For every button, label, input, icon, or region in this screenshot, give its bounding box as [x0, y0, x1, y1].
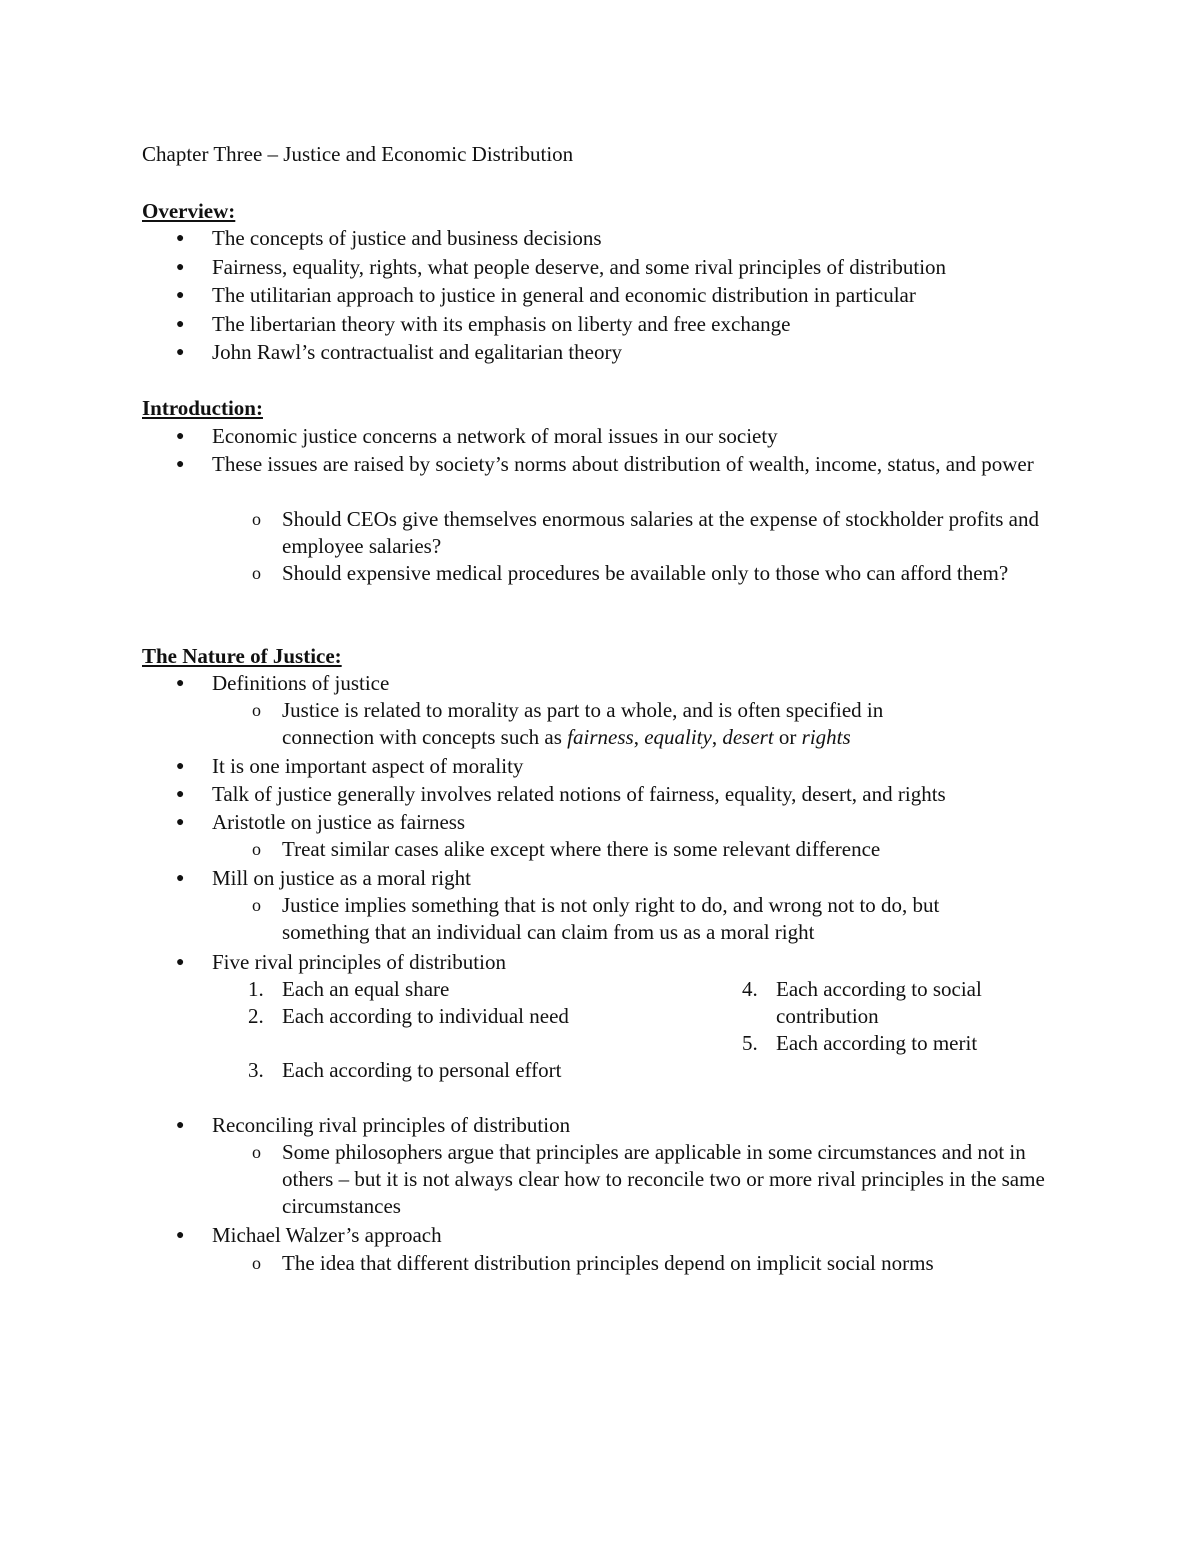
- justice-sub-bullet: [252, 1250, 934, 1277]
- definitions-sub-text: Justice is related to morality as part to a whole, and is often specified in connection with concepts such as: [282, 698, 884, 749]
- sub-bullet-text: [282, 697, 972, 751]
- bullet-text: Economic justice concerns a network of moral issues in our society: [212, 424, 778, 448]
- principle-number: 2.: [248, 1004, 264, 1028]
- bullet-marker: ●: [176, 871, 185, 886]
- justice-bullet: [176, 1222, 442, 1249]
- bullet-text: John Rawl’s contractualist and egalitarian theory: [212, 340, 622, 364]
- introduction-sub-bullet: [252, 560, 1042, 587]
- term-equality: equality: [644, 725, 712, 749]
- bullet-marker: ●: [176, 676, 185, 691]
- introduction-heading: Introduction:: [142, 396, 263, 420]
- justice-bullet: [176, 670, 390, 697]
- sub-bullet-marker: o: [252, 1142, 261, 1162]
- bullet-text: Definitions of justice: [212, 671, 390, 695]
- bullet-marker: ●: [176, 787, 185, 802]
- introduction-sub-bullet: [252, 506, 1042, 560]
- introduction-bullet: [176, 451, 1042, 478]
- bullet-marker: ●: [176, 1118, 185, 1133]
- principle-number: 4.: [742, 977, 758, 1001]
- bullet-marker: ●: [176, 288, 185, 303]
- nature-of-justice-heading: The Nature of Justice:: [142, 644, 342, 668]
- justice-sub-bullet: [252, 836, 881, 863]
- bullet-text: These issues are raised by society’s norms about distribution of wealth, income, status, and power: [212, 452, 1034, 476]
- bullet-text: Mill on justice as a moral right: [212, 866, 471, 890]
- bullet-text: It is one important aspect of morality: [212, 754, 524, 778]
- principle-item: [742, 976, 1036, 1030]
- term-desert: desert: [722, 725, 774, 749]
- principle-text: Each according to social contribution: [776, 977, 982, 1028]
- term-separator: ,: [711, 725, 723, 749]
- bullet-marker: ●: [176, 815, 185, 830]
- justice-bullet: [176, 753, 524, 780]
- overview-bullet: [176, 339, 622, 366]
- principle-item: [248, 976, 572, 1003]
- bullet-text: The libertarian theory with its emphasis on liberty and free exchange: [212, 312, 791, 336]
- sub-bullet-text: The idea that different distribution principles depend on implicit social norms: [282, 1251, 934, 1275]
- sub-bullet-text: Justice implies something that is not only right to do, and wrong not to do, but something that an individual can claim from us as a moral right: [282, 893, 940, 944]
- principle-text: Each according to merit: [776, 1031, 978, 1055]
- overview-bullet: [176, 254, 947, 281]
- bullet-text: Talk of justice generally involves related notions of fairness, equality, desert, and rights: [212, 782, 946, 806]
- bullet-text: The utilitarian approach to justice in general and economic distribution in particular: [212, 283, 916, 307]
- justice-sub-bullet: [252, 1139, 1062, 1220]
- bullet-marker: ●: [176, 759, 185, 774]
- principle-item: [248, 1003, 572, 1030]
- bullet-marker: ●: [176, 1228, 185, 1243]
- bullet-marker: ●: [176, 231, 185, 246]
- sub-bullet-marker: o: [252, 1253, 261, 1273]
- justice-sub-bullet: [252, 892, 1032, 946]
- bullet-marker: ●: [176, 955, 185, 970]
- sub-bullet-text: Some philosophers argue that principles are applicable in some circumstances and not in others – but it is not always clear how to reconcile two or more rival principles in the same circumstances: [282, 1140, 1045, 1218]
- term-rights: rights: [801, 725, 851, 749]
- principle-number: 1.: [248, 977, 264, 1001]
- overview-heading: Overview:: [142, 199, 236, 223]
- bullet-text: The concepts of justice and business decisions: [212, 226, 602, 250]
- bullet-text: Fairness, equality, rights, what people deserve, and some rival principles of distribution: [212, 255, 947, 279]
- bullet-text: Five rival principles of distribution: [212, 950, 506, 974]
- principle-item: [248, 1057, 572, 1084]
- principle-text: Each an equal share: [282, 977, 450, 1001]
- sub-bullet-marker: o: [252, 839, 261, 859]
- overview-bullet: [176, 225, 602, 252]
- document-title: Chapter Three – Justice and Economic Distribution: [142, 142, 574, 166]
- principle-number: 5.: [742, 1031, 758, 1055]
- sub-bullet-marker: o: [252, 895, 261, 915]
- bullet-marker: ●: [176, 345, 185, 360]
- bullet-marker: ●: [176, 317, 185, 332]
- principle-number: 3.: [248, 1058, 264, 1082]
- bullet-text: Reconciling rival principles of distribution: [212, 1113, 571, 1137]
- introduction-bullet: [176, 423, 778, 450]
- bullet-marker: ●: [176, 260, 185, 275]
- overview-bullet: [176, 311, 791, 338]
- justice-bullet: [176, 949, 506, 976]
- sub-bullet-marker: o: [252, 700, 261, 720]
- sub-bullet-text: Should expensive medical procedures be available only to those who can afford them?: [282, 561, 1009, 585]
- term-separator: ,: [633, 725, 645, 749]
- term-separator: or: [773, 725, 802, 749]
- sub-bullet-text: Treat similar cases alike except where there is some relevant difference: [282, 837, 881, 861]
- sub-bullet-text: Should CEOs give themselves enormous salaries at the expense of stockholder profits and employee salaries?: [282, 507, 1040, 558]
- overview-bullet: [176, 282, 916, 309]
- justice-sub-bullet: [252, 697, 972, 751]
- justice-bullet: [176, 781, 946, 808]
- justice-bullet: [176, 1112, 571, 1139]
- bullet-text: Aristotle on justice as fairness: [212, 810, 466, 834]
- principle-text: Each according to personal effort: [282, 1058, 562, 1082]
- principle-item: [742, 1030, 1036, 1057]
- principle-text: Each according to individual need: [282, 1004, 569, 1028]
- sub-bullet-marker: o: [252, 509, 261, 529]
- bullet-marker: ●: [176, 457, 185, 472]
- justice-bullet: [176, 865, 471, 892]
- sub-bullet-marker: o: [252, 563, 261, 583]
- term-fairness: fairness: [567, 725, 634, 749]
- bullet-text: Michael Walzer’s approach: [212, 1223, 442, 1247]
- bullet-marker: ●: [176, 429, 185, 444]
- justice-bullet: [176, 809, 466, 836]
